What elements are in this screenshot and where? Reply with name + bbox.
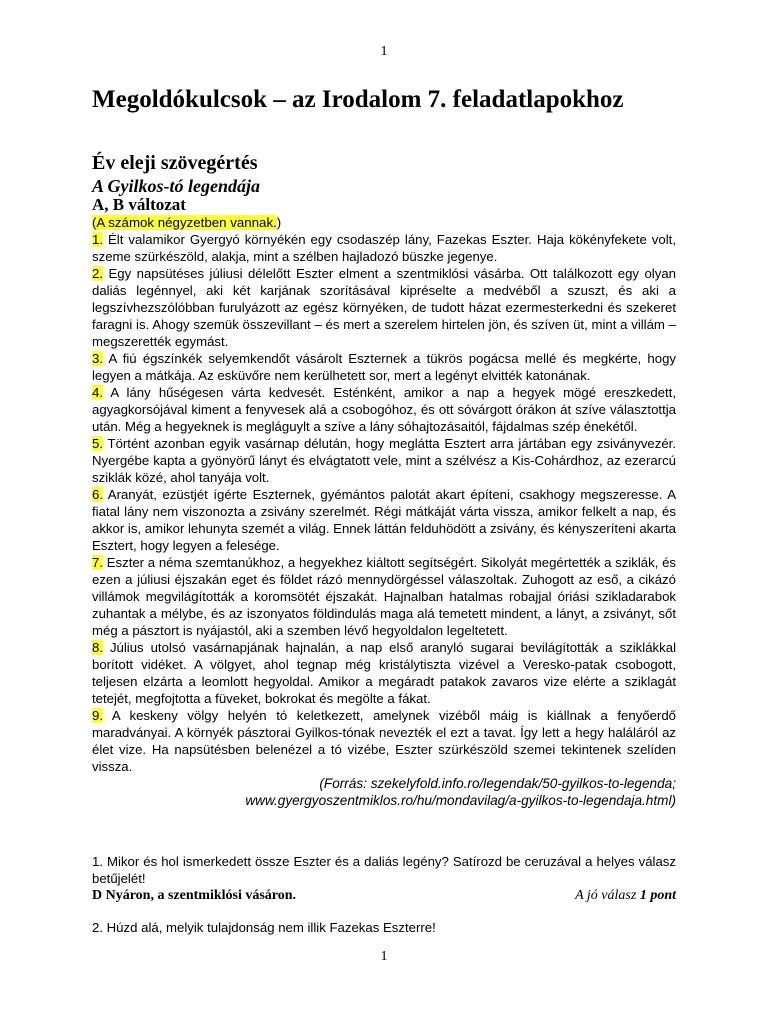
paragraph-text: A keskeny völgy helyén tó keletkezett, amelynek vizéből máig is kiállnak a fenyőerdő maradványai. A környék pásztorai Gyilkos-tónak nevezték el ezt a tavat. Így lett a hegy haláláról az élet vize. Ha napsütésben belenézel a tó vizébe, Eszter szürkészöld szemei tekintenek szelíden vissza. bbox=[92, 708, 676, 774]
story-paragraph bbox=[92, 265, 676, 350]
story-paragraph bbox=[92, 350, 676, 384]
paragraph-text: Egy napsütéses júliusi délelőtt Eszter elment a szentmiklósi vásárba. Ott találkozott egy olyan daliás legénnyel, aki két karjának szorításával kipréselte a medvéből a szuszt, és aki a legszívhezszólóbban furulyázott az egész környéken, de tudott házat ezermesterkedni és szekeret faragni is. Ahogy szemük összevillant – és mert a szerelem hirtelen jön, és szíven üt, mint a villám – megszerették egymást. bbox=[92, 266, 676, 349]
variant-label: A, B változat bbox=[92, 195, 186, 214]
numbering-note bbox=[92, 214, 281, 231]
score-1 bbox=[575, 887, 676, 904]
story-title: A Gyilkos-tó legendája bbox=[92, 176, 260, 196]
score-prefix: A jó válasz bbox=[575, 888, 640, 903]
story-paragraph bbox=[92, 639, 676, 707]
story-paragraph bbox=[92, 486, 676, 554]
story-paragraph bbox=[92, 435, 676, 486]
answer-row-1 bbox=[92, 887, 676, 904]
story-paragraph bbox=[92, 554, 676, 639]
paragraph-text: Eszter a néma szemtanúkhoz, a hegyekhez kiáltott segítségért. Sikolyát megértették a sziklák, és ezen a júliusi éjszakán eget és földet rázó mennydörgéssel válaszoltak. Zuhogott az eső, a cikázó villámok megvilágították a koromsötét éjszakát. Hajnalban hatalmas robajjal óriási szikladarabok zuhantak a mélybe, és az iszonyatos földindulás maga alá temetett mindent, a lányt, a zsiványt, sőt még a pásztort is nyájastól, aki a szemben lévő hegyoldalon legeltetett. bbox=[92, 555, 676, 638]
paragraph-number: 2. bbox=[92, 266, 103, 281]
section-heading: Év eleji szövegértés bbox=[92, 152, 258, 174]
story-paragraph bbox=[92, 231, 676, 265]
story-paragraph bbox=[92, 384, 676, 435]
story-paragraph bbox=[92, 707, 676, 775]
numbering-note-highlight: (A számok négyzetben vannak. bbox=[92, 215, 277, 230]
paragraph-number: 4. bbox=[92, 385, 103, 400]
answer-1: D Nyáron, a szentmiklósi vásáron. bbox=[92, 888, 297, 903]
source-citation-line-2: www.gyergyoszentmiklos.ro/hu/mondavilag/a-gyilkos-to-legendaja.html) bbox=[245, 793, 676, 808]
page-number-bottom: 1 bbox=[380, 949, 388, 964]
page-number-top: 1 bbox=[380, 44, 388, 59]
paragraph-number: 6. bbox=[92, 487, 103, 502]
paragraph-number: 5. bbox=[92, 436, 103, 451]
paragraph-text: A fiú égszínkék selyemkendőt vásárolt Eszternek a tükrös pogácsa mellé és megkérte, hogy legyen a mátkája. Az esküvőre nem kerülhetett sor, mert a legényt elvitték katonának. bbox=[92, 351, 676, 383]
paragraph-text: A lány hűségesen várta kedvesét. Esténként, amikor a nap a hegyek mögé ereszkedett, agyagkorsójával kiment a fenyvesek alá a csobogóhoz, és ott sóvárgott órákon át szíve választottja után. Még a hegyeknek is megláguylt a szíve a lány sóhajtozásaitól, fájdalmas szép énekétől. bbox=[92, 385, 676, 434]
paragraph-number: 9. bbox=[92, 708, 103, 723]
paragraph-text: Aranyát, ezüstjét ígérte Eszternek, gyémántos palotát akart építeni, csakhogy megszeresse. A fiatal lány nem viszonozta a zsivány szerelmét. Régi mátkáját várta vissza, amikor felkelt a nap, és akkor is, amikor lehunyta szemét a világ. Ennek láttán felduhödött a zsivány, és kényszeríteni akarta Esztert, hogy legyen a felesége. bbox=[92, 487, 676, 553]
score-points: 1 pont bbox=[639, 888, 676, 903]
question-1: 1. Mikor és hol ismerkedett össze Eszter és a daliás legény? Satírozd be ceruzával a helyes válasz betűjelét! bbox=[92, 854, 676, 886]
numbering-note-tail: ) bbox=[276, 215, 282, 230]
paragraph-text: Július utolsó vasárnapjának hajnalán, a nap első aranyló sugarai bevilágították a sziklákkal borított vidéket. A völgyet, ahol tegnap még kristálytiszta vizével a Veresko-patak csobogott, teljesen elzárta a leomlott hegyoldal. Amikor a megáradt patakok zavaros vize elérte a sziklagát tetejét, megfojtotta a füveket, bokrokat és megölte a fákat. bbox=[92, 640, 676, 706]
paragraph-text: Történt azonban egyik vasárnap délután, hogy meglátta Esztert arra jártában egy zsiványvezér. Nyergébe kapta a gyönyörű lányt és elvágtatott vele, mint a szélvész a Kis-Cohárdhoz, az ezerarcú sziklák közé, ahol tanyája volt. bbox=[92, 436, 676, 485]
paragraph-number: 1. bbox=[92, 232, 103, 247]
story-text bbox=[92, 231, 676, 809]
source-citation-line-1: (Forrás: szekelyfold.info.ro/legendak/50-gyilkos-to-legenda; bbox=[319, 776, 676, 791]
question-2: 2. Húzd alá, melyik tulajdonság nem illik Fazekas Eszterre! bbox=[92, 920, 436, 935]
paragraph-text: Élt valamikor Gyergyó környékén egy csodaszép lány, Fazekas Eszter. Haja kökényfekete volt, szeme szürkészöld, alakja, mint a szélben hajladozó büszke jegenye. bbox=[92, 232, 676, 264]
paragraph-number: 7. bbox=[92, 555, 103, 570]
document-title: Megoldókulcsok – az Irodalom 7. feladatlapokhoz bbox=[92, 86, 624, 113]
paragraph-number: 3. bbox=[92, 351, 103, 366]
paragraph-number: 8. bbox=[92, 640, 103, 655]
